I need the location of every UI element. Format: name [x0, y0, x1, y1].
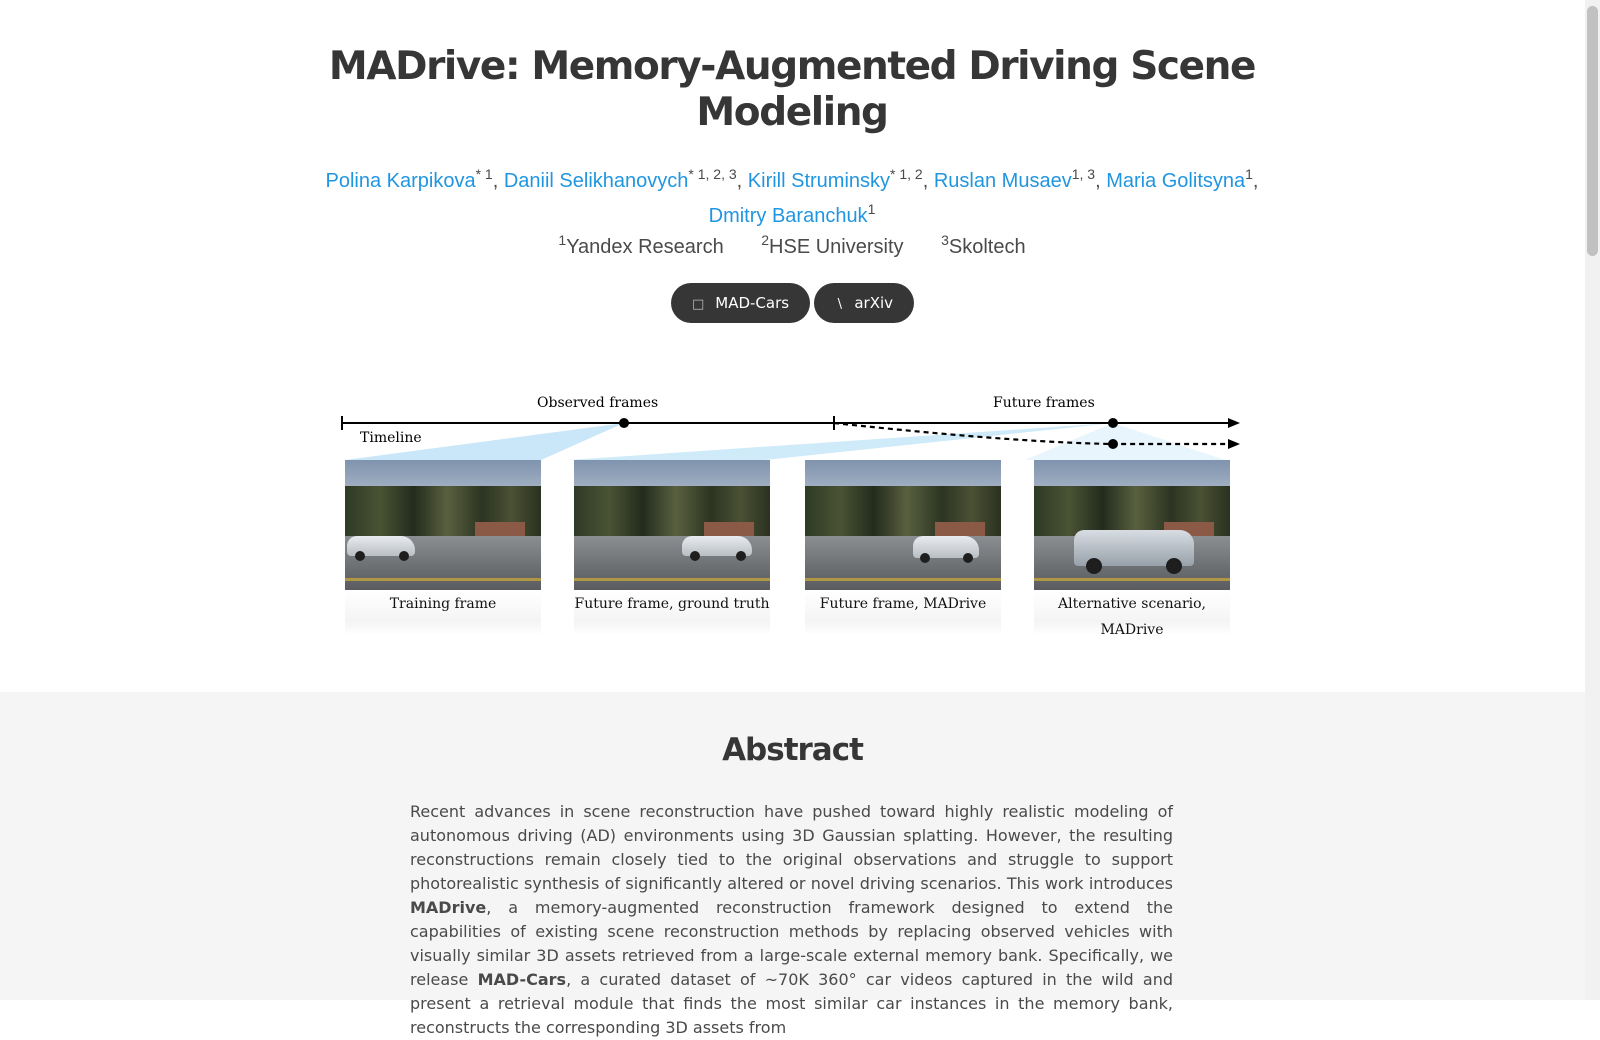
abstract-text-part: , a memory-augmented reconstruction framework designed to extend the capabilities of existing scene reconstruction methods by replacing observed vehicles with visually similar 3D assets retrieved from a large-scale external memory bank. Specifically, we release — [410, 898, 1173, 989]
timeline-arrowhead — [1228, 418, 1240, 428]
affiliation — [558, 232, 724, 258]
dataset-icon: □ — [691, 297, 705, 312]
author-affiliation-marks: 1 — [867, 201, 876, 217]
link-buttons — [0, 283, 1585, 323]
affiliation-name: Yandex Research — [566, 236, 724, 258]
abstract-text — [410, 800, 1173, 1040]
author-link[interactable]: Dmitry Baranchuk — [708, 205, 868, 227]
affiliation-list — [292, 232, 1292, 259]
training-frame-image — [345, 460, 541, 590]
author-affiliation-marks: * 1 — [475, 166, 493, 182]
future-frames-label: Future frames — [993, 395, 1095, 411]
abstract-method-name: MADrive — [410, 898, 487, 917]
arxiv-icon: ∖ — [835, 297, 844, 312]
affiliation-name: Skoltech — [948, 236, 1026, 258]
page-title: MADrive: Memory-Augmented Driving Scene Modeling — [328, 44, 1256, 135]
page-scrollbar[interactable] — [1585, 0, 1600, 1000]
author-affiliation-marks: 1 — [1245, 166, 1253, 182]
author-link[interactable]: Maria Golitsyna — [1106, 170, 1246, 192]
future-frame-marker — [1108, 418, 1118, 428]
scrollbar-thumb[interactable] — [1587, 6, 1598, 256]
mad-cars-button[interactable] — [671, 283, 810, 323]
madrive-frame-image — [805, 460, 1001, 590]
affiliation-number: 1 — [558, 232, 567, 248]
timeline-label: Timeline — [360, 430, 422, 446]
figure-caption: Future frame, ground truth — [574, 591, 770, 635]
affiliation-number: 3 — [941, 232, 949, 248]
abstract-section — [0, 692, 1585, 1037]
ground-truth-frame-image — [574, 460, 770, 590]
alternative-scenario-frame-image — [1034, 460, 1230, 590]
author-list: Polina Karpikova$^{* 1}$, Daniil Selikhanovych$^{* 1, 2, 3}$, Kirill Struminsky$^{* 1, 2}$, Ruslan Musaev$^{1, 3}$, Maria Golitsyna$^1$, Dmitry Baranchuk$^1$ — [325, 166, 1259, 227]
author-link[interactable]: Daniil Selikhanovych — [503, 170, 689, 192]
abstract-dataset-name: MAD-Cars — [477, 970, 567, 989]
affiliation-number: 2 — [761, 232, 770, 248]
author-link[interactable]: Kirill Struminsky — [747, 170, 891, 192]
button-label: MAD-Cars — [715, 294, 790, 312]
arxiv-button[interactable] — [814, 283, 914, 323]
author-affiliation-marks: 1, 3 — [1071, 166, 1096, 182]
figure-caption: Training frame — [345, 591, 541, 635]
observed-frame-marker — [619, 418, 629, 428]
abstract-text-part: Recent advances in scene reconstruction have pushed toward highly realistic modeling of autonomous driving (AD) environments using 3D Gaussian splatting. However, the resulting reconstructions remain closely tied to the original observations and struggle to support photorealistic synthesis of significantly altered or novel driving scenarios. This work introduces — [410, 802, 1173, 893]
button-label: arXiv — [854, 294, 894, 312]
figure-caption: Alternative scenario, MADrive — [1034, 591, 1230, 635]
author-link[interactable]: Polina Karpikova — [325, 170, 476, 192]
affiliation — [941, 232, 1026, 258]
affiliation-name: HSE University — [769, 236, 904, 258]
affiliation — [761, 232, 904, 258]
alt-frame-marker — [1108, 439, 1118, 449]
author-affiliation-marks: * 1, 2, 3 — [688, 166, 737, 182]
author-affiliation-marks: * 1, 2 — [890, 166, 923, 182]
figure-caption: Future frame, MADrive — [805, 591, 1001, 635]
teaser-figure — [345, 385, 1245, 645]
abstract-text-part: , a curated dataset of ~70K 360° car videos captured in the wild and present a retrieval module that finds the most similar car instances in the memory bank, reconstructs the corresponding 3D assets from — [410, 970, 1173, 1037]
alt-arrowhead — [1228, 439, 1240, 449]
observed-frames-label: Observed frames — [537, 395, 659, 411]
abstract-heading: Abstract — [722, 732, 863, 768]
author-link[interactable]: Ruslan Musaev — [933, 170, 1072, 192]
